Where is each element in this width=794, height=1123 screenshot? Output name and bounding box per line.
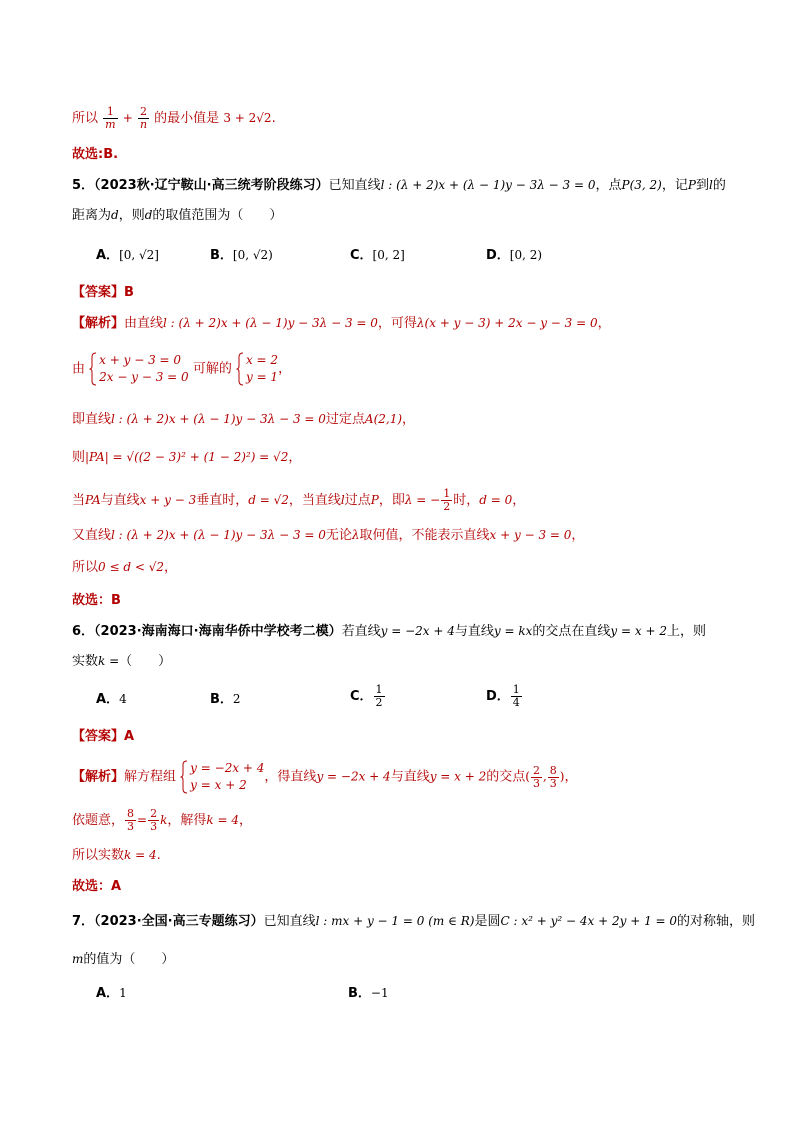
q5-stem-line2 (72, 206, 282, 225)
analysis-text: . (156, 848, 161, 863)
q7-source: （2023·全国·高三专题练习） (94, 914, 264, 929)
q7-text: 的对称轴，则 (677, 914, 756, 929)
analysis-math: k = 4 (124, 848, 157, 862)
analysis-text: 依题意， (72, 813, 125, 828)
period: . (271, 111, 276, 126)
answer-label: 【答案】 (72, 729, 125, 744)
q5-text: 的 (712, 178, 726, 193)
q5-analysis-line6 (72, 526, 584, 545)
q6-answer (72, 728, 134, 746)
option-label: A． (96, 986, 120, 1001)
q6-math: y = kx (493, 624, 533, 638)
frac-num: 2 (138, 106, 149, 119)
q6-choose: 故选：A (72, 879, 122, 894)
frac-den: 3 (532, 776, 540, 790)
analysis-math: y = −2x + 4 (316, 769, 391, 784)
q5-point: P(3, 2) (621, 178, 662, 192)
option-value: 1 (119, 986, 127, 1000)
q6-text: 上，则 (666, 624, 706, 639)
frac-den: 2 (443, 500, 451, 513)
analysis-text: 所以实数 (72, 848, 125, 863)
q7-text: 是圆 (474, 914, 501, 929)
analysis-math: l : (λ + 2)x + (λ − 1)y − 3λ − 3 = 0 (163, 316, 378, 330)
summary-line (72, 106, 276, 131)
q5-var-d: d (111, 208, 119, 222)
q7-text: 已知直线 (263, 914, 316, 929)
q6-option-d[interactable] (486, 684, 523, 709)
analysis-text: 与直线 (100, 493, 140, 508)
analysis-text: ，即 (378, 493, 405, 508)
analysis-math: l : (λ + 2)x + (λ − 1)y − 3λ − 3 = 0 (111, 412, 326, 426)
plus-sign: + (122, 111, 133, 125)
frac-den: n (139, 118, 148, 131)
q5-analysis-line1 (72, 314, 611, 333)
frac-num: 1 (375, 683, 383, 696)
q6-option-b[interactable] (210, 690, 241, 709)
q5-analysis-line4 (72, 448, 301, 467)
analysis-text: 垂直时， (196, 493, 249, 508)
analysis-math: k = 4 (206, 813, 239, 827)
frac-den: 3 (150, 820, 158, 833)
q5-choose: 故选：B (72, 593, 121, 608)
option-label: A． (96, 692, 120, 707)
answer-value: A (124, 729, 135, 744)
analysis-math: k (160, 813, 168, 827)
q6-text: （ ） (119, 654, 172, 669)
fraction-2-over-n (138, 106, 149, 131)
frac-den: 3 (127, 820, 135, 833)
q6-option-c[interactable] (350, 684, 386, 709)
frac-den: 4 (512, 696, 520, 709)
option-label: C． (350, 689, 373, 704)
q7-number: 7． (72, 914, 95, 929)
q5-analysis-line5 (72, 488, 525, 513)
q6-math: k = (98, 654, 120, 668)
system-row: y = −2x + 4 (190, 761, 265, 775)
analysis-math: l (340, 493, 345, 507)
fraction-1-over-2 (441, 488, 452, 513)
analysis-text: 过定点 (325, 412, 365, 427)
analysis-math: d = √2 (248, 493, 289, 507)
analysis-math: x + y − 3 (139, 493, 197, 507)
q7-stem-line1 (72, 912, 755, 931)
q7-option-b[interactable] (348, 984, 389, 1003)
frac-num: 2 (532, 763, 540, 777)
analysis-label: 【解析】 (72, 769, 125, 785)
analysis-text: 当 (72, 493, 86, 508)
analysis-text: ， (163, 560, 177, 575)
frac-num: 8 (127, 807, 135, 820)
q6-text: 的交点在直线 (532, 624, 611, 639)
analysis-text: 与直线 (390, 769, 430, 785)
summary-value: 3 + 2√2 (223, 111, 272, 125)
frac-num: 1 (443, 487, 451, 500)
q6-analysis-line3 (72, 846, 161, 865)
frac-num: 8 (549, 763, 557, 777)
q7-stem-line2 (72, 950, 174, 969)
option-value: [0, √2] (119, 248, 159, 262)
system-row: y = 1 (245, 370, 279, 384)
analysis-text: ，得直线 (264, 769, 317, 785)
q5-analysis-line2 (72, 352, 291, 386)
q5-stem-line1 (72, 176, 726, 195)
equation-system (89, 352, 189, 386)
q6-number: 6． (72, 624, 95, 639)
analysis-math: y = x + 2 (429, 769, 487, 784)
analysis-text: 即直线 (72, 412, 112, 427)
analysis-text: 由 (72, 361, 86, 377)
analysis-text: ， (512, 493, 526, 508)
option-label: D． (486, 248, 510, 263)
q5-text: 已知直线 (328, 178, 381, 193)
analysis-label: 【解析】 (72, 316, 125, 331)
prev-choice: 故选:B. (72, 147, 119, 162)
summary-prefix: 所以 (72, 111, 99, 126)
option-value: 4 (119, 692, 127, 706)
option-value: [0, √2) (232, 248, 273, 262)
frac-den: 3 (549, 776, 557, 790)
q5-analysis-line7 (72, 558, 177, 577)
option-value: [0, 2) (509, 248, 543, 262)
q6-stem-line1 (72, 622, 706, 641)
q6-text: 实数 (72, 654, 99, 669)
q5-var-p: P (687, 178, 696, 192)
q6-option-a[interactable] (96, 690, 127, 709)
analysis-text: 所以 (72, 560, 99, 575)
q5-answer (72, 284, 134, 302)
answer-value: B (124, 285, 134, 300)
q5-option-b[interactable] (210, 246, 273, 265)
system-row: 2x − y − 3 = 0 (99, 370, 189, 384)
equation-system (180, 760, 264, 794)
analysis-math: PA (85, 493, 101, 507)
analysis-text: 解方程组 (124, 769, 177, 785)
brace-icon (180, 760, 188, 794)
comma: , (542, 769, 547, 784)
q6-analysis-line1 (72, 760, 578, 794)
analysis-text: ， (238, 813, 252, 828)
analysis-math: P (370, 493, 379, 507)
analysis-text: ， (571, 528, 585, 543)
system-row: x = 2 (245, 353, 279, 367)
analysis-text: ， (597, 316, 611, 331)
frac-num: 1 (512, 683, 520, 696)
analysis-text: ，可得 (377, 316, 417, 331)
option-value: 2 (232, 692, 241, 706)
analysis-text: ， (564, 769, 578, 785)
analysis-text: ，解得 (167, 813, 207, 828)
analysis-math: A(2,1) (364, 412, 403, 426)
fraction-option (374, 684, 385, 709)
analysis-text: ， (288, 450, 302, 465)
q5-var-l: l (708, 178, 713, 192)
analysis-math: d = 0 (479, 493, 513, 507)
analysis-text: 过点 (344, 493, 371, 508)
q5-analysis-line3 (72, 410, 415, 429)
q5-text: 距离为 (72, 208, 112, 223)
analysis-math: l : (λ + 2)x + (λ − 1)y − 3λ − 3 = 0 (111, 528, 326, 542)
fraction-1-over-m (103, 106, 117, 131)
q7-math: C : x² + y² − 4x + 2y + 1 = 0 (500, 914, 678, 928)
option-label: B． (210, 692, 233, 707)
q6-analysis-line2 (72, 808, 252, 833)
analysis-math: λ(x + y − 3) + 2x − y − 3 = 0 (416, 316, 598, 330)
q5-line-equation: l : (λ + 2)x + (λ − 1)y − 3λ − 3 = 0 (380, 178, 596, 192)
q6-math: y = −2x + 4 (380, 624, 455, 638)
fraction-8-over-3 (548, 765, 559, 790)
q6-math: y = x + 2 (610, 624, 667, 638)
q7-math: l : mx + y − 1 = 0 (m ∈ R) (315, 914, 475, 928)
analysis-text: 取何值，不能表示直线 (359, 528, 490, 543)
frac-den: 2 (375, 696, 383, 709)
system-row: y = x + 2 (190, 778, 247, 792)
q5-option-c[interactable] (350, 246, 405, 265)
q7-var-m: m (72, 952, 84, 966)
analysis-text: 由直线 (124, 316, 164, 331)
q5-option-d[interactable] (486, 246, 542, 265)
option-value: [0, 2] (372, 248, 405, 262)
analysis-text: 的交点 (486, 769, 526, 785)
q5-text: 到 (695, 178, 709, 193)
q6-text: 若直线 (341, 624, 381, 639)
fraction-2-over-3 (148, 808, 159, 833)
analysis-text: 时， (453, 493, 480, 508)
q5-text: ，记 (661, 178, 688, 193)
paren: ) (559, 769, 565, 784)
q6-stem-line2 (72, 652, 171, 671)
option-label: D． (486, 689, 510, 704)
brace-icon (89, 352, 97, 386)
analysis-text: ，当直线 (288, 493, 341, 508)
analysis-text: 可解的 (192, 361, 232, 377)
paren: ( (525, 769, 530, 784)
analysis-math: λ = − (404, 493, 441, 507)
fraction-2-over-3 (531, 765, 542, 790)
frac-num: 1 (103, 106, 117, 119)
q5-number: 5． (72, 178, 95, 193)
q5-option-a[interactable] (96, 246, 159, 265)
q7-text: 的值为（ ） (83, 952, 175, 967)
q6-source: （2023·海南海口·海南华侨中学校考二模） (94, 624, 342, 639)
summary-suffix: 的最小值是 (154, 111, 220, 126)
fraction-option (511, 684, 522, 709)
analysis-text: ， (402, 412, 416, 427)
option-value: −1 (370, 986, 389, 1000)
system-row: x + y − 3 = 0 (99, 353, 182, 367)
equation-system (236, 352, 278, 386)
option-label: B． (210, 248, 233, 263)
answer-label: 【答案】 (72, 285, 125, 300)
frac-den: m (105, 118, 116, 131)
analysis-math: x + y − 3 = 0 (489, 528, 572, 542)
q5-text: ，点 (595, 178, 622, 193)
analysis-math: λ (351, 528, 360, 542)
frac-num: 2 (150, 807, 158, 820)
analysis-math: 0 ≤ d < √2 (98, 560, 164, 574)
option-label: A． (96, 248, 120, 263)
option-label: C． (350, 248, 373, 263)
fraction-8-over-3 (125, 808, 136, 833)
q5-text: ，则 (118, 208, 145, 223)
q5-text: 的取值范围为（ ） (152, 208, 283, 223)
analysis-text: 又直线 (72, 528, 112, 543)
q7-option-a[interactable] (96, 984, 127, 1003)
q5-var-d: d (144, 208, 153, 222)
q5-source: （2023秋·辽宁鞍山·高三统考阶段练习） (94, 178, 329, 193)
analysis-text: 则 (72, 450, 86, 465)
brace-icon (236, 352, 244, 386)
analysis-text: ， (278, 361, 292, 377)
analysis-text: 无论 (325, 528, 352, 543)
analysis-math: |PA| = √((2 − 3)² + (1 − 2)²) = √2 (85, 450, 289, 464)
option-label: B． (348, 986, 371, 1001)
equals: = (137, 813, 148, 827)
q6-text: 与直线 (454, 624, 494, 639)
